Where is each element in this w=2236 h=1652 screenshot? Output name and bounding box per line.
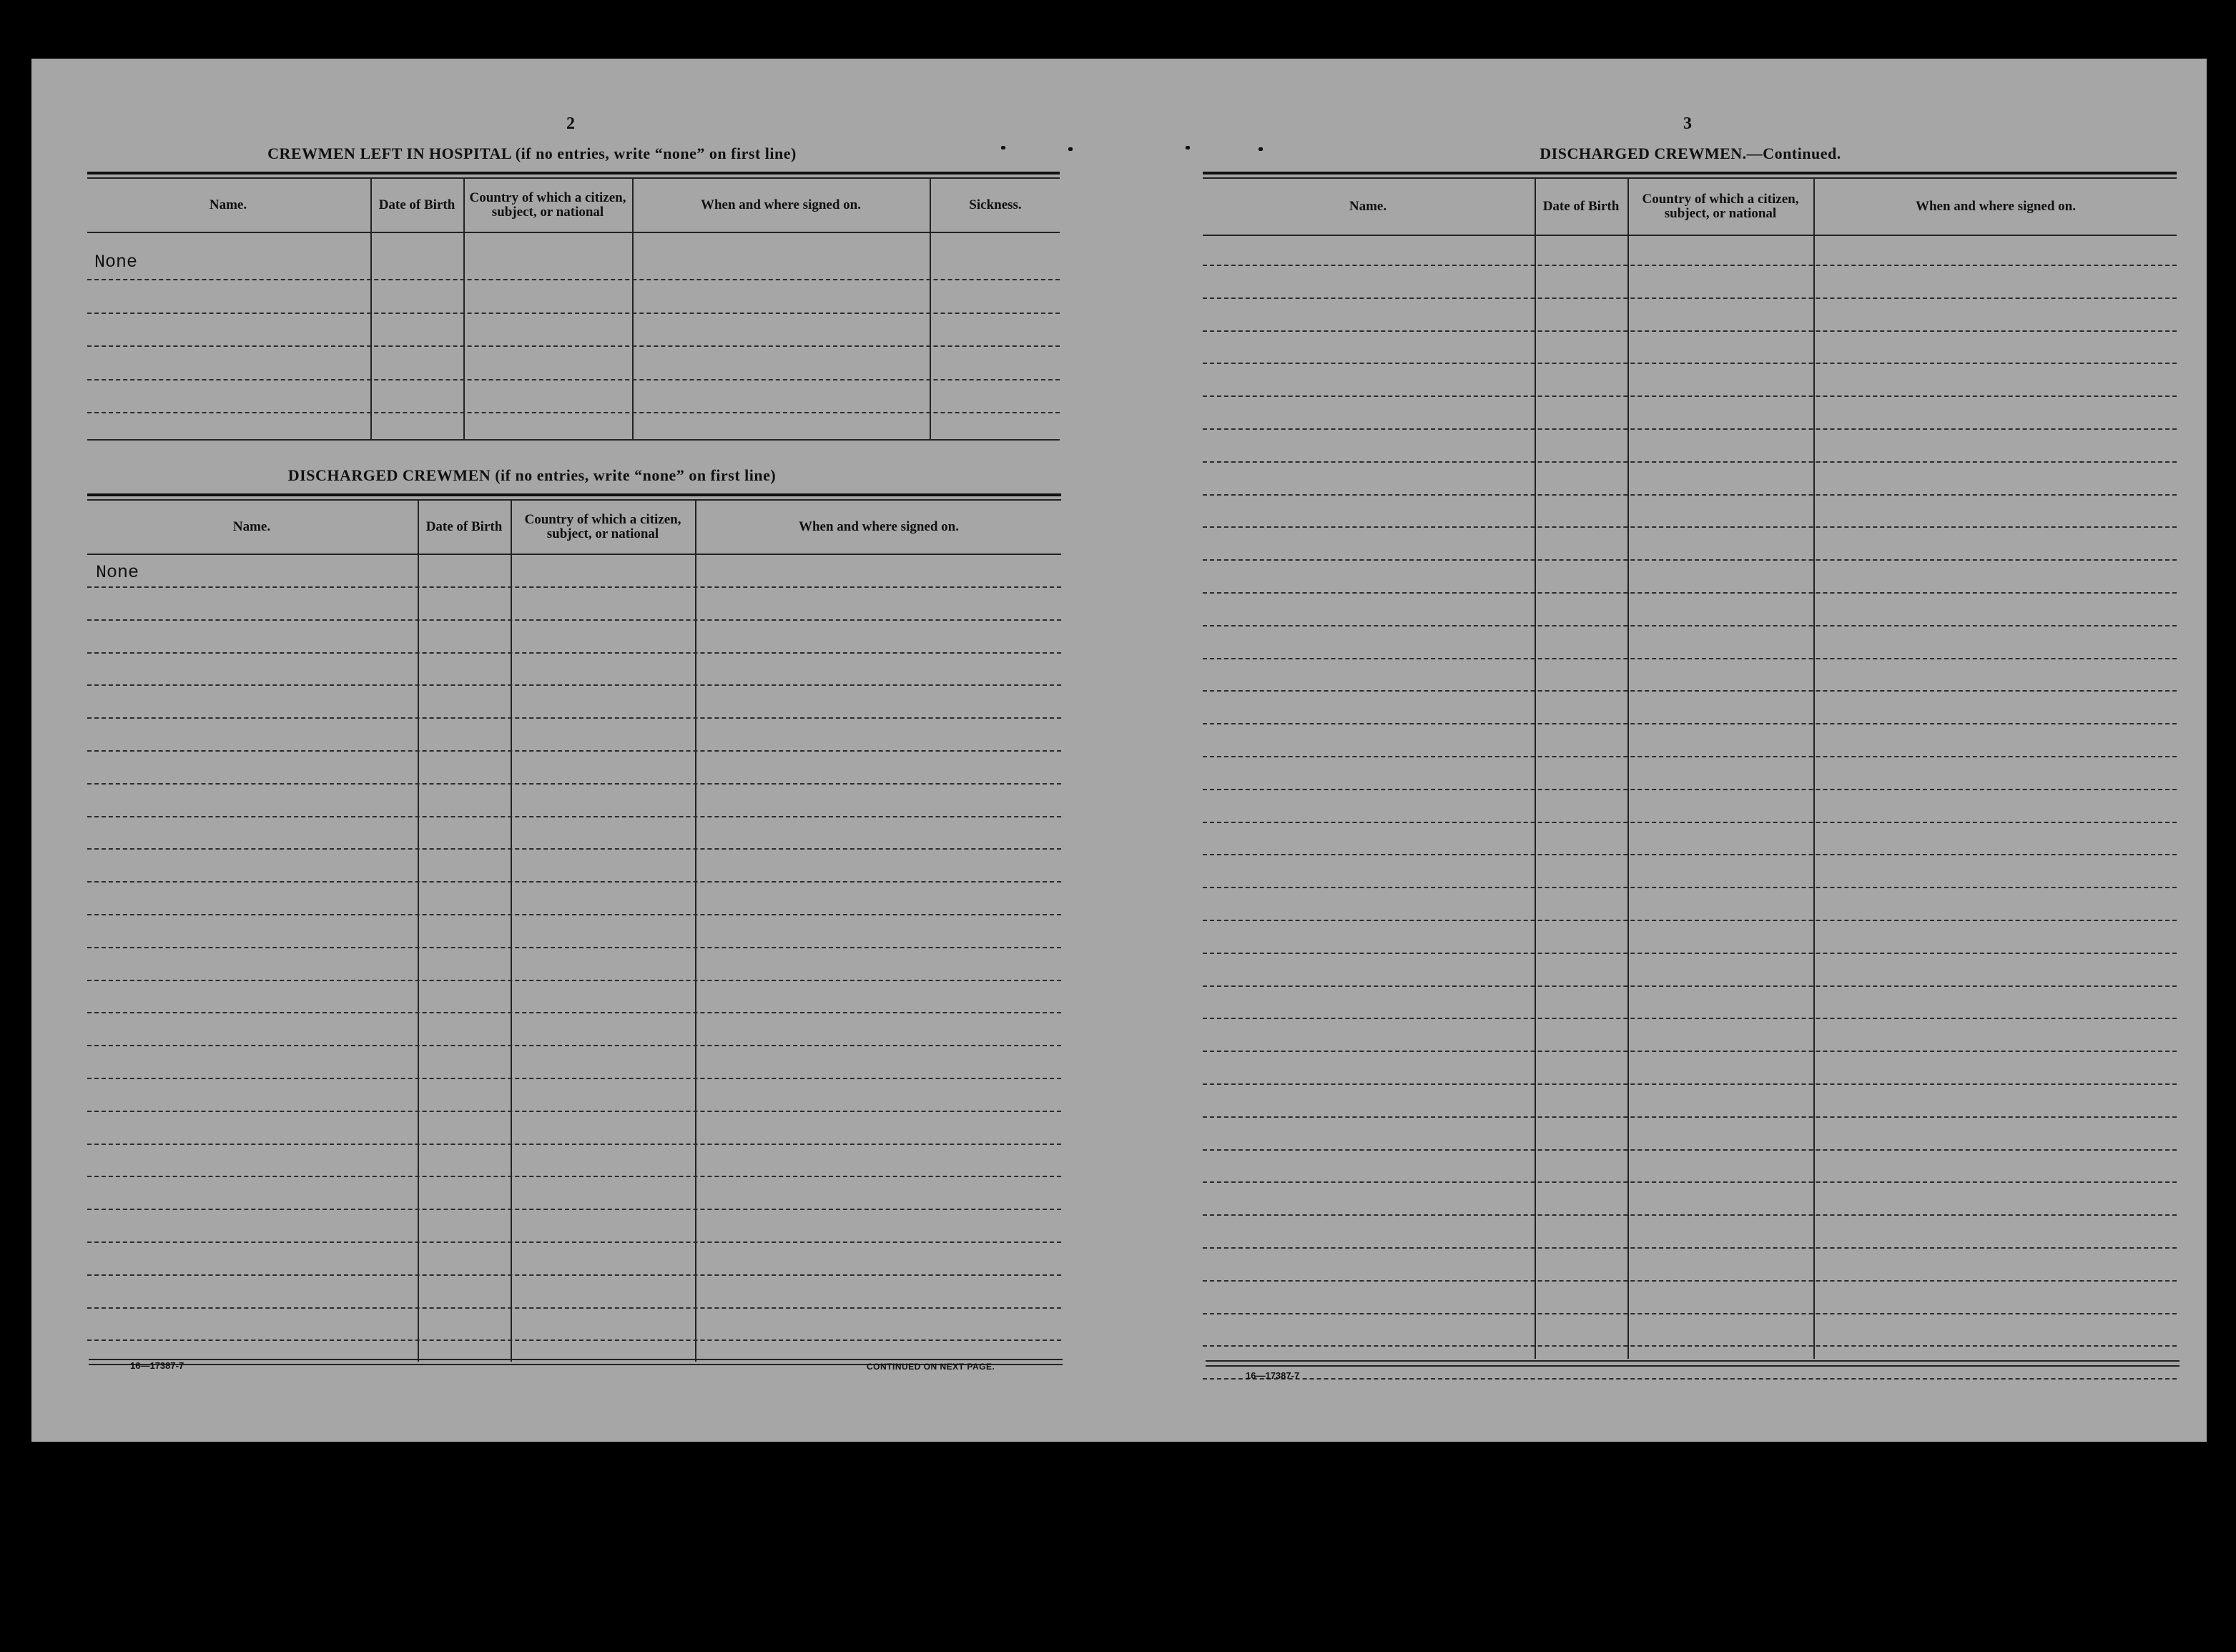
ruled-line xyxy=(1203,1116,2177,1118)
discharged-section-title: DISCHARGED CREWMEN (if no entries, write “none” on first line) xyxy=(287,466,777,484)
continued-note: CONTINUED ON NEXT PAGE. xyxy=(867,1362,995,1372)
ruled-line xyxy=(1203,526,2177,528)
ruled-line xyxy=(87,1274,1061,1276)
ruled-line xyxy=(1203,690,2177,692)
ruled-line xyxy=(87,783,1061,785)
footer-rule xyxy=(1206,1360,2180,1367)
ruled-line xyxy=(87,914,1061,915)
ruled-line xyxy=(1203,789,2177,790)
ruled-line xyxy=(87,848,1061,850)
ruled-line xyxy=(1203,985,2177,987)
column-header-signed-on: When and where signed on. xyxy=(798,519,959,534)
ruled-line xyxy=(1203,723,2177,724)
hospital-first-entry: None xyxy=(94,252,138,272)
ruled-line xyxy=(1203,1149,2177,1151)
ruled-line xyxy=(1203,953,2177,954)
column-header-name: Name. xyxy=(209,197,247,212)
ruled-line xyxy=(87,279,1060,280)
discharged-continued-table xyxy=(1203,172,2177,1395)
column-header-dob: Date of Birth xyxy=(425,519,503,534)
ruled-line xyxy=(1203,1051,2177,1052)
ruled-line xyxy=(87,586,1061,588)
ruled-line xyxy=(1203,395,2177,397)
ruled-line xyxy=(1203,1214,2177,1216)
ruled-line xyxy=(87,816,1061,817)
ruled-line xyxy=(1203,461,2177,463)
column-header-sickness: Sickness. xyxy=(969,197,1022,212)
ruled-line xyxy=(1203,1345,2177,1347)
ruled-line xyxy=(87,412,1060,413)
column-header-country: Country of which a citizen, subject, or national xyxy=(469,190,626,220)
speck xyxy=(1068,147,1073,151)
column-header-country: Country of which a citizen, subject, or national xyxy=(524,512,681,541)
discharged-table xyxy=(87,493,1061,1387)
ruled-line xyxy=(87,684,1061,686)
ruled-line xyxy=(87,750,1061,752)
ruled-line xyxy=(1203,1378,2177,1380)
ruled-line xyxy=(87,1078,1061,1079)
ruled-line xyxy=(1203,1083,2177,1085)
speck xyxy=(1186,146,1190,149)
document-sheet xyxy=(31,59,2207,1442)
ruled-line xyxy=(87,881,1061,882)
ruled-line xyxy=(87,345,1060,347)
ruled-line xyxy=(87,619,1061,621)
ruled-line xyxy=(87,379,1060,380)
ruled-line xyxy=(87,1307,1061,1309)
ruled-line xyxy=(1203,1247,2177,1249)
page-number: 2 xyxy=(566,114,575,133)
column-header-signed-on: When and where signed on. xyxy=(700,197,861,212)
column-header-signed-on: When and where signed on. xyxy=(1915,199,2076,214)
ruled-line xyxy=(87,717,1061,719)
ruled-line xyxy=(1203,428,2177,430)
ruled-line xyxy=(87,1176,1061,1177)
ruled-line xyxy=(1203,625,2177,626)
ruled-line xyxy=(1203,887,2177,888)
hospital-section-title: CREWMEN LEFT IN HOSPITAL (if no entries, write “none” on first line) xyxy=(267,144,797,162)
discharged-continued-title: DISCHARGED CREWMEN.—Continued. xyxy=(1540,144,1841,162)
ruled-line xyxy=(1203,330,2177,332)
column-header-dob: Date of Birth xyxy=(378,197,455,212)
ruled-line xyxy=(1203,494,2177,496)
ruled-line xyxy=(87,652,1061,654)
column-header-dob: Date of Birth xyxy=(1542,199,1620,214)
ruled-line xyxy=(87,1242,1061,1243)
ruled-line xyxy=(1203,265,2177,266)
ruled-line xyxy=(1203,298,2177,299)
form-code: 16—17387-7 xyxy=(1246,1370,1300,1381)
ruled-line xyxy=(87,947,1061,948)
column-header-name: Name. xyxy=(232,519,271,534)
page-number: 3 xyxy=(1683,114,1692,133)
ruled-line xyxy=(1203,658,2177,659)
ruled-line xyxy=(87,1012,1061,1013)
ruled-line xyxy=(87,1339,1061,1341)
ruled-line xyxy=(1203,920,2177,921)
ruled-line xyxy=(1203,592,2177,594)
ruled-line xyxy=(87,1209,1061,1210)
speck xyxy=(1001,146,1005,149)
ruled-line xyxy=(87,980,1061,981)
ruled-line xyxy=(87,313,1060,314)
speck xyxy=(1259,147,1263,151)
discharged-first-entry: None xyxy=(96,562,139,583)
ruled-line xyxy=(87,1045,1061,1046)
ruled-line xyxy=(1203,1018,2177,1019)
ruled-line xyxy=(87,1144,1061,1145)
ruled-line xyxy=(1203,1181,2177,1183)
ruled-line xyxy=(1203,1313,2177,1314)
ruled-line xyxy=(1203,1280,2177,1282)
ruled-line xyxy=(1203,363,2177,364)
left-page xyxy=(31,59,1118,1442)
column-header-country: Country of which a citizen, subject, or national xyxy=(1642,192,1799,221)
ruled-line xyxy=(1203,822,2177,823)
column-header-name: Name. xyxy=(1349,199,1387,214)
hospital-table xyxy=(87,172,1060,501)
form-code: 16—17387-7 xyxy=(130,1360,184,1371)
ruled-line xyxy=(1203,559,2177,561)
ruled-line xyxy=(87,1111,1061,1112)
ruled-line xyxy=(1203,756,2177,757)
ruled-line xyxy=(1203,854,2177,855)
right-page xyxy=(1118,59,2207,1442)
